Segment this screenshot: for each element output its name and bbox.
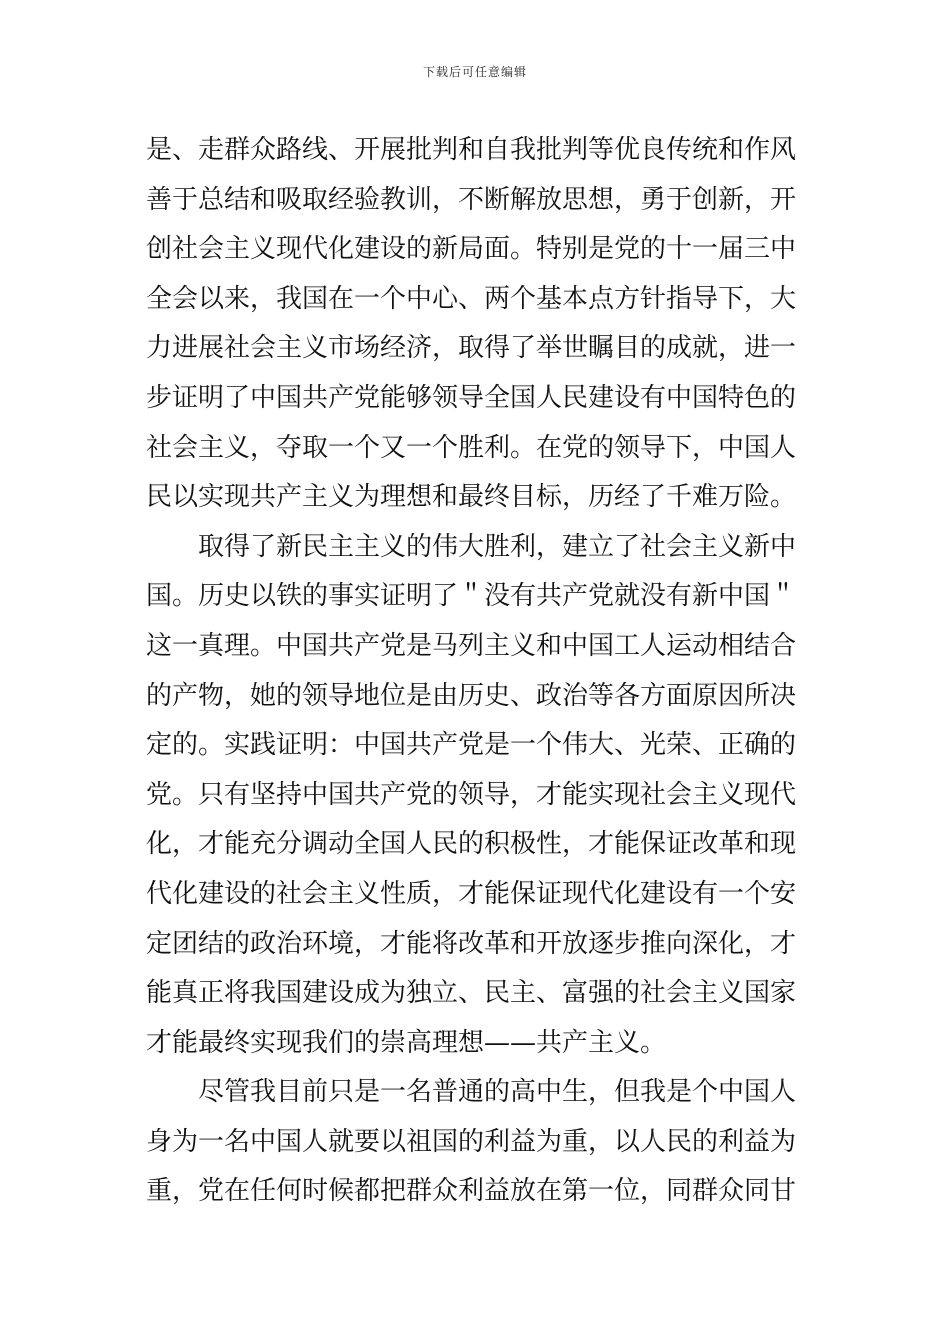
text-line: 化，才能充分调动全国人民的积极性，才能保证改革和现 (146, 829, 797, 860)
text-line: 国。历史以铁的事实证明了＂没有共产党就没有新中国＂ (146, 581, 797, 612)
text-line: 全会以来，我国在一个中心、两个基本点方针指导下，大 (146, 283, 797, 314)
text-line: 代化建设的社会主义性质，才能保证现代化建设有一个安 (146, 878, 797, 909)
text-line: 这一真理。中国共产党是马列主义和中国工人运动相结合 (146, 630, 797, 661)
text-line: 民以实现共产主义为理想和最终目标，历经了千难万险。 (146, 482, 797, 513)
text-line: 社会主义，夺取一个又一个胜利。在党的领导下，中国人 (146, 432, 797, 463)
text-line: 重，党在任何时候都把群众利益放在第一位，同群众同甘 (146, 1176, 797, 1207)
text-line: 才能最终实现我们的崇高理想——共产主义。 (146, 1027, 667, 1058)
text-line: 的产物，她的领导地位是由历史、政治等各方面原因所决 (146, 680, 797, 711)
text-line: 善于总结和吸取经验教训，不断解放思想，勇于创新，开 (146, 184, 797, 215)
text-line: 步证明了中国共产党能够领导全国人民建设有中国特色的 (146, 382, 797, 413)
text-line: 身为一名中国人就要以祖国的利益为重，以人民的利益为 (146, 1126, 797, 1157)
text-line: 党。只有坚持中国共产党的领导，才能实现社会主义现代 (146, 779, 797, 810)
text-line: 定的。实践证明：中国共产党是一个伟大、光荣、正确的 (146, 730, 797, 761)
paragraph-start-line: 取得了新民主主义的伟大胜利，建立了社会主义新中 (198, 531, 797, 562)
document-body (146, 126, 810, 1217)
text-line: 定团结的政治环境，才能将改革和开放逐步推向深化，才 (146, 928, 797, 959)
paragraph-start-line: 尽管我目前只是一名普通的高中生，但我是个中国人 (198, 1077, 797, 1108)
text-line: 能真正将我国建设成为独立、民主、富强的社会主义国家 (146, 978, 797, 1009)
text-line: 创社会主义现代化建设的新局面。特别是党的十一届三中 (146, 234, 797, 265)
text-line: 是、走群众路线、开展批判和自我批判等优良传统和作风 (146, 135, 797, 165)
text-line: 力进展社会主义市场经济，取得了举世瞩目的成就，进一 (146, 333, 797, 364)
page-header: 下载后可任意编辑 (422, 65, 527, 79)
